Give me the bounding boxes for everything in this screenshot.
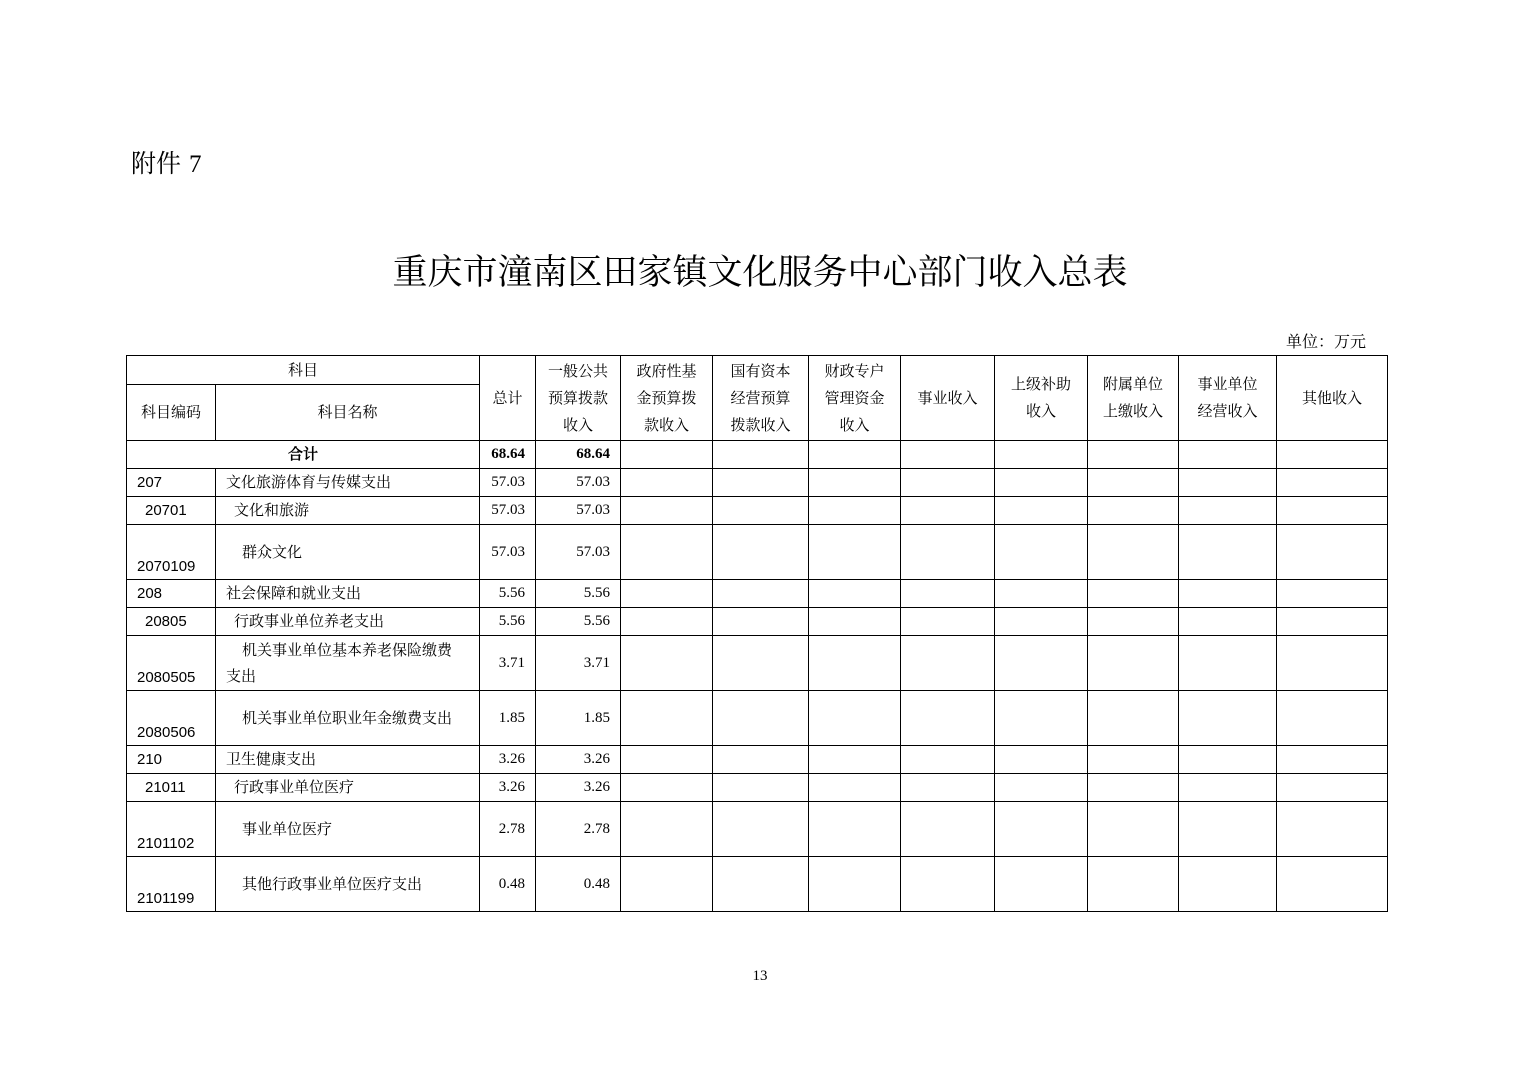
table-row: [127, 746, 1388, 774]
empty-cell: [1277, 774, 1388, 802]
header-line: 收入: [839, 415, 870, 434]
empty-cell: [1179, 497, 1277, 525]
header-special-account: [809, 356, 901, 441]
total-label: 合计: [127, 441, 480, 469]
empty-cell: [901, 802, 995, 857]
empty-cell: [1277, 469, 1388, 497]
empty-cell: [809, 636, 901, 691]
row-total: 3.71: [480, 636, 536, 691]
header-line: 经营预算: [730, 388, 791, 407]
subject-name: 社会保障和就业支出: [216, 580, 480, 608]
row-total: 57.03: [480, 525, 536, 580]
empty-cell: [621, 857, 713, 912]
empty-cell: [901, 857, 995, 912]
subject-code: 2080505: [127, 636, 216, 691]
header-line: 财政专户: [824, 361, 885, 380]
unit-label: 单位：万元: [1286, 332, 1367, 351]
empty-cell: [1179, 774, 1277, 802]
table-row: [127, 497, 1388, 525]
empty-cell: [713, 857, 809, 912]
empty-cell: [809, 497, 901, 525]
header-line: 国有资本: [730, 361, 791, 380]
empty-cell: [995, 746, 1088, 774]
header-row-1: [127, 356, 1388, 385]
subject-code: 208: [127, 580, 216, 608]
empty-cell: [1277, 802, 1388, 857]
row-general: 3.71: [536, 636, 621, 691]
empty-cell: [809, 746, 901, 774]
empty-cell: [995, 441, 1088, 469]
subject-name: 事业单位医疗: [216, 802, 480, 857]
empty-cell: [809, 608, 901, 636]
empty-cell: [1179, 636, 1277, 691]
empty-cell: [713, 608, 809, 636]
empty-cell: [995, 636, 1088, 691]
empty-cell: [621, 691, 713, 746]
header-line: 政府性基: [636, 361, 697, 380]
empty-cell: [713, 636, 809, 691]
empty-cell: [901, 636, 995, 691]
empty-cell: [901, 608, 995, 636]
header-affiliated-unit: [1088, 356, 1179, 441]
header-line: 上缴收入: [1103, 402, 1164, 420]
empty-cell: [901, 525, 995, 580]
subject-code: 21011: [127, 774, 216, 802]
subject-name: [216, 636, 480, 691]
empty-cell: [621, 441, 713, 469]
subject-code: 210: [127, 746, 216, 774]
row-general: 3.26: [536, 774, 621, 802]
subject-name: 群众文化: [216, 525, 480, 580]
empty-cell: [1277, 580, 1388, 608]
row-total: 2.78: [480, 802, 536, 857]
empty-cell: [901, 441, 995, 469]
empty-cell: [809, 802, 901, 857]
empty-cell: [1088, 441, 1179, 469]
empty-cell: [1277, 608, 1388, 636]
empty-cell: [1277, 746, 1388, 774]
table-row: [127, 525, 1388, 580]
subject-code: 2101199: [127, 857, 216, 912]
empty-cell: [1179, 608, 1277, 636]
empty-cell: [1179, 580, 1277, 608]
empty-cell: [1179, 525, 1277, 580]
header-line: 收入: [1026, 402, 1057, 420]
attachment-label: [131, 146, 202, 183]
row-total: 3.26: [480, 746, 536, 774]
empty-cell: [1179, 441, 1277, 469]
empty-cell: [809, 857, 901, 912]
empty-cell: [995, 580, 1088, 608]
empty-cell: [995, 497, 1088, 525]
header-subject: 科目: [127, 356, 480, 385]
subject-name-line: 机关事业单位基本养老保险缴费: [242, 641, 453, 659]
empty-cell: [621, 608, 713, 636]
empty-cell: [995, 691, 1088, 746]
empty-cell: [901, 774, 995, 802]
empty-cell: [1277, 857, 1388, 912]
total-row: [127, 441, 1388, 469]
subject-name: 行政事业单位医疗: [216, 774, 480, 802]
empty-cell: [621, 774, 713, 802]
empty-cell: [1088, 525, 1179, 580]
subject-name: 其他行政事业单位医疗支出: [216, 857, 480, 912]
empty-cell: [1179, 802, 1277, 857]
subject-code: 20701: [127, 497, 216, 525]
total-sum: 68.64: [480, 441, 536, 469]
table-row: [127, 469, 1388, 497]
empty-cell: [713, 497, 809, 525]
empty-cell: [1277, 441, 1388, 469]
empty-cell: [1179, 857, 1277, 912]
header-business-income: 事业收入: [901, 356, 995, 441]
header-code: 科目编码: [127, 385, 216, 441]
subject-code: 2070109: [127, 525, 216, 580]
empty-cell: [809, 580, 901, 608]
row-total: 0.48: [480, 857, 536, 912]
empty-cell: [901, 580, 995, 608]
table-row: [127, 774, 1388, 802]
empty-cell: [713, 774, 809, 802]
header-name: 科目名称: [216, 385, 480, 441]
subject-code: 207: [127, 469, 216, 497]
empty-cell: [995, 469, 1088, 497]
header-line: 一般公共: [548, 361, 609, 380]
empty-cell: [1179, 691, 1277, 746]
table-row: [127, 580, 1388, 608]
row-general: 57.03: [536, 469, 621, 497]
table-row: [127, 802, 1388, 857]
header-line: 管理资金: [824, 388, 885, 407]
page-title: 重庆市潼南区田家镇文化服务中心部门收入总表: [392, 253, 1128, 293]
row-total: 5.56: [480, 608, 536, 636]
empty-cell: [995, 857, 1088, 912]
empty-cell: [713, 580, 809, 608]
empty-cell: [901, 746, 995, 774]
empty-cell: [621, 525, 713, 580]
empty-cell: [1088, 746, 1179, 774]
row-general: 5.56: [536, 608, 621, 636]
empty-cell: [713, 441, 809, 469]
empty-cell: [809, 774, 901, 802]
row-general: 0.48: [536, 857, 621, 912]
empty-cell: [995, 525, 1088, 580]
empty-cell: [1277, 691, 1388, 746]
empty-cell: [995, 774, 1088, 802]
empty-cell: [1088, 857, 1179, 912]
row-total: 57.03: [480, 497, 536, 525]
row-total: 5.56: [480, 580, 536, 608]
row-general: 3.26: [536, 746, 621, 774]
table-row: [127, 608, 1388, 636]
empty-cell: [1179, 746, 1277, 774]
table-row: [127, 636, 1388, 691]
header-operating-income: [1179, 356, 1277, 441]
header-line: 事业单位: [1197, 375, 1258, 393]
row-total: 57.03: [480, 469, 536, 497]
empty-cell: [621, 636, 713, 691]
row-total: 3.26: [480, 774, 536, 802]
header-total: 总计: [480, 356, 536, 441]
empty-cell: [713, 469, 809, 497]
header-line: 上级补助: [1011, 375, 1072, 393]
empty-cell: [901, 469, 995, 497]
empty-cell: [621, 746, 713, 774]
page-number: 13: [752, 968, 768, 984]
empty-cell: [1277, 636, 1388, 691]
row-total: 1.85: [480, 691, 536, 746]
total-general: 68.64: [536, 441, 621, 469]
row-general: 57.03: [536, 497, 621, 525]
subject-code: 2101102: [127, 802, 216, 857]
empty-cell: [1088, 691, 1179, 746]
subject-name: 行政事业单位养老支出: [216, 608, 480, 636]
empty-cell: [809, 469, 901, 497]
header-superior-subsidy: [995, 356, 1088, 441]
subject-code: 2080506: [127, 691, 216, 746]
header-gov-fund: [621, 356, 713, 441]
empty-cell: [621, 497, 713, 525]
income-summary-table: [126, 355, 1388, 912]
empty-cell: [713, 802, 809, 857]
header-line: 拨款收入: [730, 415, 791, 434]
header-general-budget: [536, 356, 621, 441]
empty-cell: [1277, 525, 1388, 580]
table-row: [127, 691, 1388, 746]
subject-name-line: 支出: [226, 667, 257, 685]
attachment-text: 附件: [131, 149, 182, 178]
header-line: 预算拨款: [548, 388, 609, 407]
subject-name: 卫生健康支出: [216, 746, 480, 774]
header-state-capital: [713, 356, 809, 441]
empty-cell: [713, 691, 809, 746]
empty-cell: [1179, 469, 1277, 497]
header-line: 附属单位: [1103, 375, 1164, 393]
empty-cell: [1088, 608, 1179, 636]
empty-cell: [809, 441, 901, 469]
header-line: 金预算拨: [636, 388, 697, 407]
empty-cell: [1088, 580, 1179, 608]
subject-code: 20805: [127, 608, 216, 636]
empty-cell: [621, 469, 713, 497]
empty-cell: [713, 746, 809, 774]
empty-cell: [1088, 802, 1179, 857]
subject-name: 文化和旅游: [216, 497, 480, 525]
row-general: 1.85: [536, 691, 621, 746]
empty-cell: [809, 525, 901, 580]
empty-cell: [901, 497, 995, 525]
table-row: [127, 857, 1388, 912]
empty-cell: [1088, 636, 1179, 691]
empty-cell: [809, 691, 901, 746]
empty-cell: [1088, 774, 1179, 802]
attachment-number: 7: [189, 151, 202, 178]
empty-cell: [713, 525, 809, 580]
subject-name: 文化旅游体育与传媒支出: [216, 469, 480, 497]
empty-cell: [995, 608, 1088, 636]
empty-cell: [995, 802, 1088, 857]
header-line: 款收入: [644, 415, 690, 434]
header-line: 经营收入: [1197, 402, 1258, 420]
header-other-income: 其他收入: [1277, 356, 1388, 441]
row-general: 5.56: [536, 580, 621, 608]
subject-name: 机关事业单位职业年金缴费支出: [216, 691, 480, 746]
empty-cell: [1088, 497, 1179, 525]
header-line: 收入: [563, 415, 594, 434]
row-general: 2.78: [536, 802, 621, 857]
empty-cell: [1277, 497, 1388, 525]
empty-cell: [621, 580, 713, 608]
row-general: 57.03: [536, 525, 621, 580]
empty-cell: [1088, 469, 1179, 497]
empty-cell: [621, 802, 713, 857]
empty-cell: [901, 691, 995, 746]
